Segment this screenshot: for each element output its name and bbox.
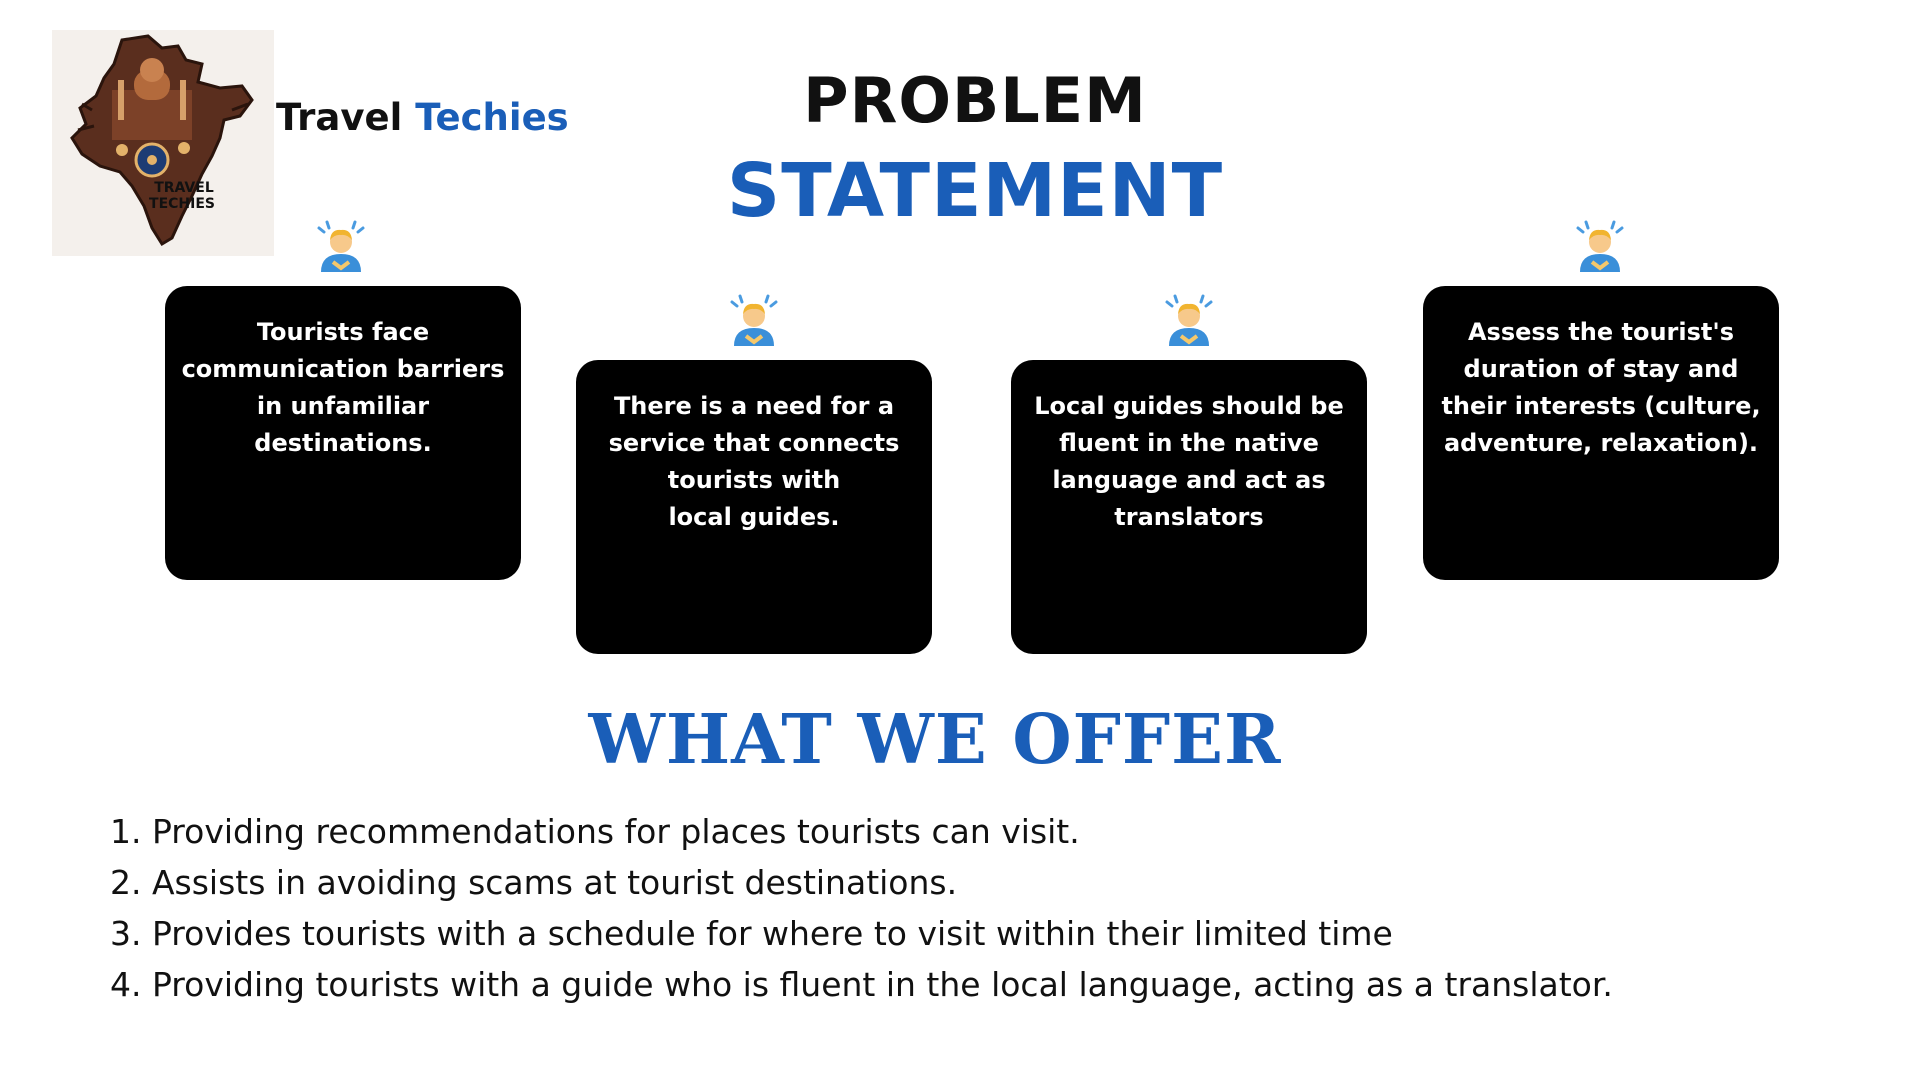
logo-text-travel: TRAVEL — [154, 180, 214, 196]
problem-card-text: Assess the tourist's duration of stay and their interests (culture, adventure, relaxation). — [1441, 318, 1761, 457]
problem-card-4 — [1423, 286, 1779, 580]
problem-title-line1: PROBLEM — [803, 64, 1147, 137]
problem-title-line2: STATEMENT — [726, 148, 1224, 234]
problem-card-text: There is a need for a service that connects tourists with local guides. — [608, 392, 900, 531]
person-raising-hand-icon — [1572, 218, 1628, 274]
person-raising-hand-icon — [313, 218, 369, 274]
offer-list-item: 1. Providing recommendations for places tourists can visit. — [110, 812, 1080, 851]
person-raising-hand-icon — [726, 292, 782, 348]
offer-title: WHAT WE OFFER — [588, 700, 1282, 780]
problem-card-text: Tourists face communication barriers in unfamiliar destinations. — [181, 318, 505, 457]
offer-list-item: 2. Assists in avoiding scams at tourist destinations. — [110, 863, 958, 902]
brand-name-part1: Travel — [276, 96, 403, 139]
problem-card-2 — [576, 360, 932, 654]
problem-card-text: Local guides should be fluent in the native language and act as translators — [1034, 392, 1344, 531]
offer-list-item: 4. Providing tourists with a guide who is fluent in the local language, acting as a translator. — [110, 965, 1613, 1004]
problem-card-1 — [165, 286, 521, 580]
person-raising-hand-icon — [1161, 292, 1217, 348]
logo-text-techies: TECHIES — [149, 196, 215, 212]
brand-name-part2: Techies — [415, 96, 569, 139]
offer-list — [110, 806, 1613, 1010]
problem-card-3 — [1011, 360, 1367, 654]
offer-list-item: 3. Provides tourists with a schedule for where to visit within their limited time — [110, 914, 1393, 953]
